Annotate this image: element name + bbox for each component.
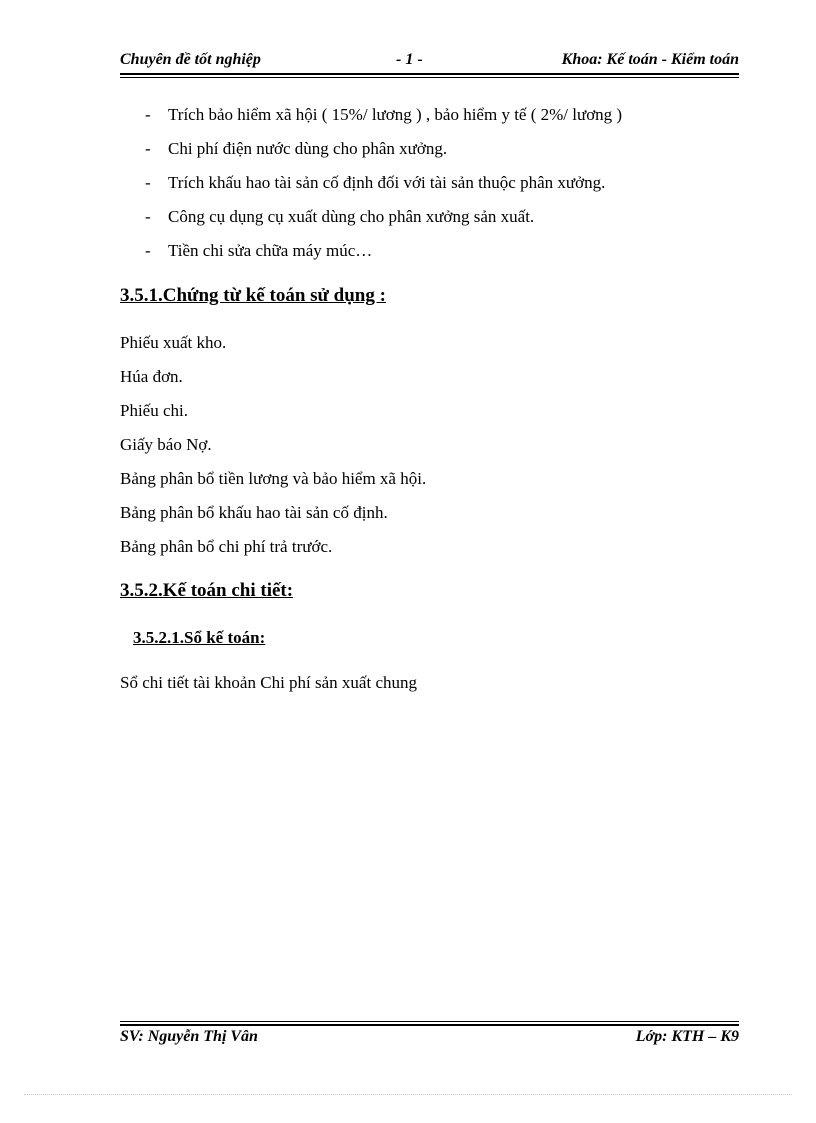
header-page-number: - 1 - (396, 51, 423, 68)
list-item: Bảng phân bổ chi phí trả trước. (120, 537, 333, 556)
header-rule-thick (120, 73, 739, 75)
header-faculty: Khoa: Kế toán - Kiểm toán (561, 51, 739, 68)
page-footer (120, 1028, 739, 1050)
footer-rule-thick (120, 1024, 739, 1026)
list-item: Bảng phân bổ tiền lương và bảo hiểm xã hội. (120, 469, 427, 488)
footer-class: Lớp: KTH – K9 (635, 1028, 739, 1045)
list-item: Húa đơn. (120, 367, 183, 386)
header-document-type: Chuyên đề tốt nghiệp (120, 51, 261, 68)
bullet-marker: - (145, 173, 151, 192)
documents-list (120, 330, 426, 568)
bullet-marker: - (145, 241, 151, 260)
page-bottom-boundary (24, 1094, 792, 1095)
footer-rule-thin (120, 1021, 739, 1022)
list-item: Bảng phân bổ khấu hao tài sản cố định. (120, 503, 388, 522)
header-rule-thin (120, 77, 739, 78)
list-item: Phiếu xuất kho. (120, 333, 227, 352)
footer-student-name: SV: Nguyễn Thị Vân (120, 1028, 258, 1045)
section-heading-3-5-2: 3.5.2.Kế toán chi tiết: (120, 580, 294, 601)
list-item: Giấy báo Nợ. (120, 435, 212, 454)
section-paragraph: Sổ chi tiết tài khoản Chi phí sản xuất chung (120, 673, 417, 692)
section-heading-3-5-1: 3.5.1.Chứng từ kế toán sử dụng : (120, 285, 386, 306)
bullet-marker: - (145, 139, 151, 158)
list-item: Phiếu chi. (120, 401, 188, 420)
bullet-marker: - (145, 207, 151, 226)
section-heading-3-5-2-1: 3.5.2.1.Sổ kế toán: (133, 628, 266, 647)
page-header (120, 51, 739, 73)
bullet-marker: - (145, 105, 151, 124)
